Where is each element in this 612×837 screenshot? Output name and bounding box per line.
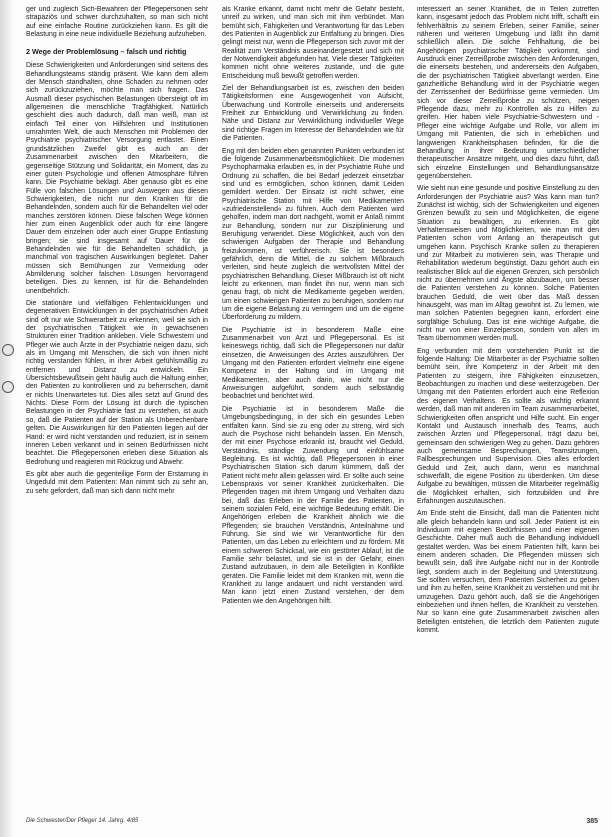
text-column-right: [417, 6, 599, 810]
punch-hole-top: [2, 344, 14, 356]
paragraph: als Kranke erkannt, damit nicht mehr die Gefahr besteht, unreif zu wirken, und man sich mit ihm verbündet. Man bemüht sich, Fähigkeiten und Verantwortung für das Leben des Patienten in Augenblick zur Entfaltung zu bringen. Dies gelingt meist nur, wenn die Pflegeperson sich zuvor mit der Realität zum Verständnis auseinandergesetzt und sich mit der Notwendigkeit abgefunden hat. Viele dieser Tätigkeiten kommen nicht ohne weiteres zustande, und die gute Entscheidung muß bewußt getroffen werden.: [222, 6, 404, 80]
journal-citation: Die Schwester/Der Pfleger 14. Jahrg. 4/85: [26, 818, 139, 824]
paragraph: Die stationäre und vielfältigen Fehlentwicklungen und degenerativen Entwicklungen in der psychiatrischen Arbeit sind oft nur wie Schwerarbeit zu erkennen, weil sie sich in der psychiatrischen Tätigkeit wie in gewachsenen Strukturen einer Tradition ankleben. Viele Schwestern und Pfleger wie auch Ärzte in der Psychiatrie neigen dazu, sich als im Umgang mit Menschen, die sich von ihnen nicht richtig verstanden fühlen, in ihrer Arbeit gefühlsmäßig zu entfernen und Distanz zu entwickeln. Ein Übersichtsbewußtsein geht häufig auch die Haltung einher, den Patienten zu kontrollieren und zu beherrschen, damit er nichts Unerwartetes tut. Dies alles setzt auf Grund des Nichts. Diese Form der Lösung ist durch die typischen Belastungen in der Psychiatrie fast zu verstehen, ist auch so, daß die Patienten auf der Station als Unberechenbare gelten. Die Auswirkungen für den Patienten liegen auf der Hand: er wird nicht verstanden und reduziert, ist in seinem inneren Leben verkannt und in seinen Bedürfnissen nicht beachtet. Die Pflegepersonen erleben diese Situation als Bedrohung und reagieren mit Rückzug und Abwehr.: [26, 300, 208, 466]
text-column-left: [26, 6, 208, 810]
paragraph: ger und zugleich Sich-Bewahren der Pflegepersonen sehr strapaziös und schwer durchzuhalten, so man sich nicht auf eine einfache Routine zurückziehen kann. Es gilt die Belastung in eine neue individuelle Beziehung aufzuheben.: [26, 6, 208, 39]
text-column-middle: [222, 6, 404, 810]
paragraph: Ziel der Behandlungsarbeit ist es, zwischen den beiden Tätigkeitsformen eine Ausgewogenheit von Aufsicht, Überwachung und Kontrolle einerseits und andererseits Freiheit zur Entwicklung und Verwirklichung zu finden. Nähe und Distanz zur Verwirklichung individueller Wege sind richtige Fragen im Interesse der Behandelnden wie für die Patienten.: [222, 85, 404, 143]
paragraph: Wie sieht nun eine gesunde und positive Einstellung zu den Anforderungen der Psychiatrie aus? Was kann man tun? Zunächst ist wichtig, sich der Schwierigkeiten und eigenen Grenzen bewußt zu sein und Möglichkeiten, die eigene Situation zu bewältigen, zu erkennen. Es gibt Verhaltensweisen und Möglichkeiten, wie man mit den Patienten schon vom Anfang an therapeutisch gut umgehen kann. Psychisch Kranke sollen zu therapieren und zur Mitarbeit zu motivieren sein, was Therapie und Rehabilitation wiederum begünstigt. Dazu gehört auch ein realistischer Blick auf die eigenen Grenzen, sich persönlich nicht zu übernehmen und Ängste abzubauen, um besser die Patienten verstehen zu können. Solche Patienten brauchen Geduld, die weit über das Maß dessen hinausgeht, was man im Alltag gewohnt ist. Zu lernen, wie man solchen Patienten begegnen kann, erfordert eine sorgfältige Schulung. Das ist eine wichtige Aufgabe, die nicht nur von einer Einzelperson, sondern von allen im Team übernommen werden muß.: [417, 185, 599, 343]
paragraph: Am Ende steht die Einsicht, daß man die Patienten nicht alle gleich behandeln kann und soll. Jeder Patient ist ein Individuum mit eigenen Bedürfnissen und einer eigenen Geschichte. Daher muß auch die Behandlung individuell gestaltet werden. Was bei einem Patienten hilft, kann bei einem anderen schaden. Die Pflegenden müssen sich bewußt sein, daß ihre Aufgabe nicht nur in der Kontrolle liegt, sondern auch in der Begleitung und Unterstützung. Sie sollten versuchen, dem Patienten Sicherheit zu geben und ihm zu helfen, seine Krankheit zu verstehen und mit ihr umzugehen. Dazu gehört auch, daß sie die Angehörigen einbeziehen und ihnen helfen, die Krankheit zu verstehen. Nur so kann eine gute Zusammenarbeit zwischen allen Beteiligten entstehen, die letztlich dem Patienten zugute kommt.: [417, 510, 599, 635]
paragraph: Diese Schwierigkeiten und Anforderungen sind seitens des Behandlungsteams ständig präsent. Wie kann dem allem der Mensch standhalten, ohne Schaden zu nehmen oder sich zurückzuziehen, möchte man sich fragen. Das Ausmaß dieser psychischen Belastungen übersteigt oft im allgemeinen die menschliche Tragfähigkeit. Natürlich geschieht dies auch dadurch, daß man weiß, man ist einfach Teil einer von Hilfslehren und Institutionen umrahmten Welt, die auch Menschen mit Problemen der Psychiatrie psychiatrischer Versorgung entlastet. Einen grundsätzlichen Zweifel gibt es auch an der Zusammenarbeit zwischen den Mitarbeitern, die gegenseitige Stützung und Solidarität, ein Moment, das zu einer guten Psychologie und offenen Atmosphäre führen kann. Die Psychiatrie beklagt. Aber genauso gibt es eine Fülle von falschen Lösungen und Auswegen aus diesen Schwierigkeiten, die nicht nur den Kranken für die Behandelnden, sondern auch für die Behandelten viel oder manches zerstören können. Diese falschen Wege können hier zum einen Augenblick oder auch für eine längere Dauer dem einzelnen oder auch einer Gruppe Entlastung bringen; sie sind insgesamt auf Dauer für die Behandelnden wie für die Behandelten schädlich, ja manchmal von tragischen Auswirkungen begleitet. Daher müssen sich Bemühungen zur Vermeidung oder Abmilderung solcher falschen Lösungen hervorragend beteiligen. Dies zu kennen, ist für die Behandelnden unentbehrlich.: [26, 62, 208, 295]
paragraph: interessiert an seiner Krankheit, die in Teilen zutreffen kann, insgesamt jedoch das Problem nicht trifft, schafft ein fehlverhältnis zu seinem Erleben, seiner Familie, seiner näheren und weiteren Umgebung und läßt ihn damit schließlich allein. Die solche Fehlhaltung, die bei Angehörigen psychiatrischer Tätigkeit vorkommt, sind Ausdruck einer Zerreißprobe zwischen den Anforderungen, die einerseits bestehen, und andererseits den Aufgaben, die der psychiatrischen Tätigkeit abverlangt werden. Eine ganzheitliche Behandlung wird in der Psychiatrie wegen der Zerrissenheit der Bedürfnisse gerne vermieden. Um sich vor dieser Zerreißprobe zu schützen, neigen Pflegende dazu, mehr zu Kontrollen als zu Hilfen zu greifen. Hier haben viele Psychiatrie-Schwestern und -Pfleger eine wichtige Aufgabe und Rolle, vor allem im Umgang mit Patienten, die sich in erheblichen und langwierigen Krankheitsphasen befinden, für die die Behandlung in ihrer Bedeutung unterschiedlicher therapeutischer Ansätze mitgeht, und dies dazu führt, daß sich einzelne Einstellungen und Behandlungsansätze gegenüberstehen.: [417, 6, 599, 180]
page-edge-shadow: [0, 0, 14, 837]
paragraph: Es gibt aber auch die gegenteilige Form der Erstarrung in Ungeduld mit dem Patienten: Man nimmt sich zu sehr an, zu sehr gefordert, daß man sich dann nicht mehr: [26, 470, 208, 495]
punch-hole-bottom: [2, 381, 14, 393]
paragraph: Eng verbunden mit dem vorstehenden Punkt ist die folgende Haltung: Die Mitarbeiter in der Psychiatrie sollten bemüht sein, ihre Kompetenz in der Arbeit mit den Patienten zu steigern, ihre Fähigkeiten einzusetzen, Beobachtungen zu machen und diese weiterzugeben. Der Umgang mit den Patienten erfordert auch eine Reflexion des eigenen Verhaltens. Es sollte als wichtig erkannt werden, daß man mit anderen im Team zusammenarbeitet, Schwierigkeiten offen anspricht und Hilfe sucht. Ein enger Kontakt und Austausch innerhalb des Teams, auch zwischen Ärzten und Pflegepersonal, trägt dazu bei, gemeinsam den schwierigen Weg zu gehen. Dazu gehören auch gemeinsame Besprechungen, Teamsitzungen, Fallbesprechungen und Supervision. Dies alles erfordert Geduld und Zeit, auch dann, wenn es manchmal schwerfällt, die eigene Position zu überdenken. Um diese Aufgabe zu bewältigen, müssen die Mitarbeiter regelmäßig die Möglichkeit erhalten, sich fortzubilden und ihre Erfahrungen auszutauschen.: [417, 347, 599, 505]
paragraph: Die Psychiatrie ist in besonderem Maße die Umgebungsbedingung, in der sich ein gesundes Leben entfalten kann. Sind sie zu eng oder zu streng, wird sich auch die Psychose nicht behandeln lassen. Ein Mensch, der mit einer Psychose erkrankt ist, braucht viel Geduld, Verständnis, ständige Zuwendung und einfühlsame Begleitung. Es ist wichtig, daß Pflegepersonen in einer Psychiatrischen Station sich darum kümmern, daß der Patient nicht mehr allein gelassen wird. Er sollte auch seine Lebenspraxis vor seiner Krankheit zurückerhalten. Die Pflegenden tragen mit ihrem Umgang und Verhalten dazu bei, daß das Erleben in der Familie des Patienten, in seinem sozialen Feld, eine wichtige Bedeutung erhält. Die Angehörigen erleben die Krankheit ähnlich wie die Pflegenden; sie brauchen Verständnis, Anteilnahme und Führung. Sie sind wie wir Verantwortliche für den Patienten, um das Leben zu erleichtern und zu fördern. Mit einem schweren Schicksal, wie ein gestörter Ablauf, ist die Familie sehr belastet, und sie ist in der Gefahr, einen Zustand aufzubauen, in dem alle Beteiligten in Konflikte geraten. Die Familie leidet mit dem Kranken mit, wenn die Krankheit zu lange andauert und nicht verstanden wird. Man kann jetzt einen Zustand verstehen, der dem Patienten wie den Angehörigen hilft.: [222, 405, 404, 605]
paragraph: Die Psychiatrie ist in besonderem Maße eine Zusammenarbeit von Arzt und Pflegepersonal. Es ist keineswegs richtig, daß sich die Pflegepersonen nur dafür einsetzen, die Anweisungen des Arztes auszuführen. Der Umgang mit den Patienten erfordert vielmehr eine eigene Kompetenz in der Haltung und im Umgang mit Medikamenten, aber auch darin, wie nicht nur die Anweisungen aufgeführt, sondern auch selbständig beobachtet und berichtet wird.: [222, 326, 404, 401]
section-heading: 2 Wege der Problemlösung – falsch und richtig: [26, 47, 187, 57]
page-number: 385: [586, 818, 598, 825]
paragraph: Eng mit den beiden eben genannten Punkten verbunden ist die folgende Zusammenarbeitsmöglichkeit. Die modernen Psychopharmaka erlauben es, in der Psychiatrie Ruhe und Ordnung zu schaffen, die bei Bedarf jederzeit einsetzbar sind und es ermöglichen, schon können, damit Leiden gemildert werden. Der Einsatz ist nicht schwer, eine Psychiatrische Station mit Hilfe von Medikamenten »zufriedenstellend« zu führen. Auch dem Patienten wird geholfen, indem man dort nachgeht, womit er Anlaß nimmt zur Behandlung, sondern nur zur Disziplinierung und Beruhigung verwendet. Diese Möglichkeit, auch von den schwierigen Aufgaben der Therapie und Behandlung freizukommen, ist verführerisch. Sie ist besonders gefährlich, denn die Mittel, die zu solchem Mißbrauch verleiten, sind heute zugleich die wertvollsten Mittel der psychiatrischen Behandlung. Dieser Mißbrauch ist oft nicht leicht zu erkennen, man findet ihn nur, wenn man sich genau fragt, ob nicht die Medikamente gegeben werden, um einen schwierigen Patienten zu beruhigen, sondern nur um die eigene Belastung zu verringern und um die eigene Überforderung zu mildern.: [222, 147, 404, 322]
